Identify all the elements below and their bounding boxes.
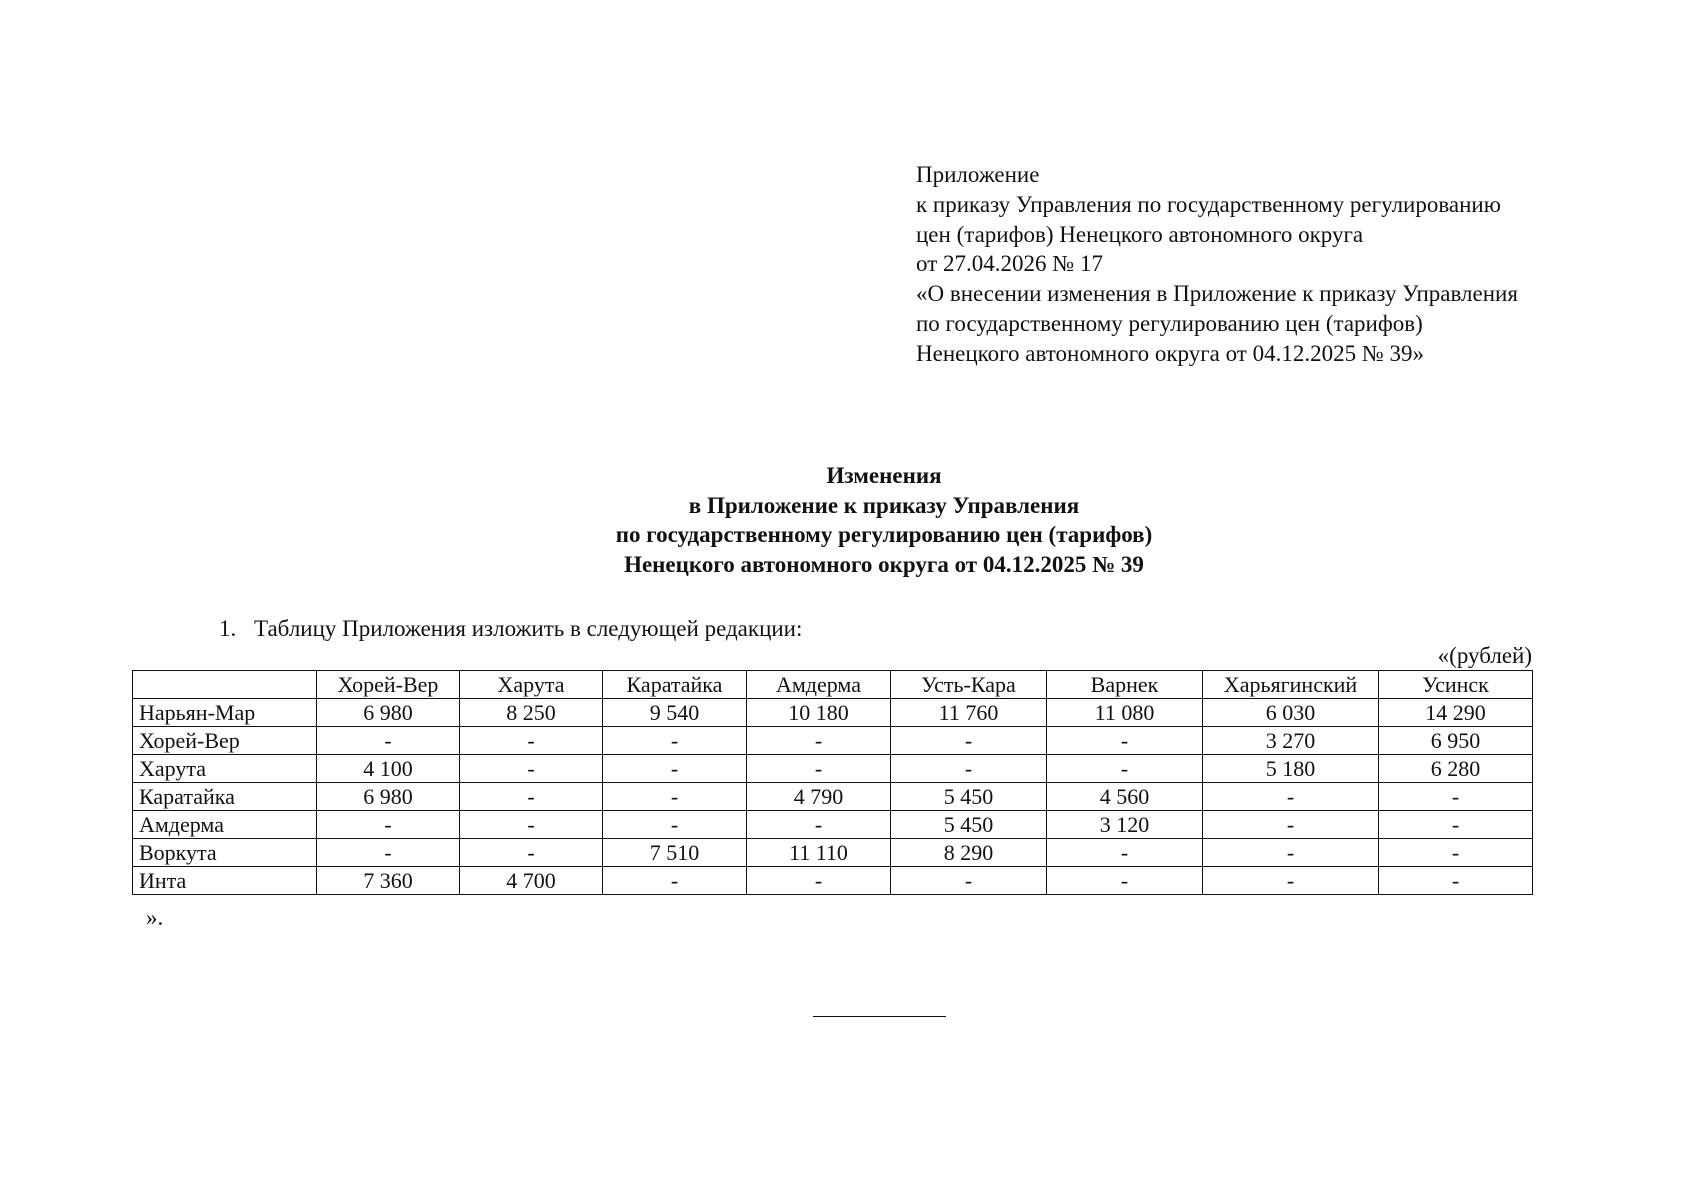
table-cell: 4 560 [1047, 783, 1203, 811]
end-separator-line [813, 1016, 946, 1017]
table-row [133, 727, 1533, 755]
table-cell: 3 120 [1047, 811, 1203, 839]
table-cell: 5 450 [891, 811, 1047, 839]
annex-line: к приказу Управления по государственному регулированию [916, 191, 1501, 217]
heading-line: в Приложение к приказу Управления [688, 492, 1080, 518]
table-cell: 5 180 [1203, 755, 1379, 783]
document-heading [0, 461, 1698, 579]
table-cell: - [1379, 811, 1533, 839]
table-row [133, 699, 1533, 727]
table-cell: 6 950 [1379, 727, 1533, 755]
column-header: Варнек [1047, 671, 1203, 699]
column-header: Харьягинский [1203, 671, 1379, 699]
unit-label: «(рублей) [1437, 643, 1532, 668]
table-cell: - [317, 811, 460, 839]
column-header: Хорей-Вер [317, 671, 460, 699]
table-cell: - [1203, 811, 1379, 839]
table-cell: - [603, 783, 747, 811]
table-cell: - [317, 727, 460, 755]
table-cell: - [1047, 867, 1203, 895]
table-cell: - [1047, 839, 1203, 867]
table-cell: - [603, 755, 747, 783]
column-header: Усть-Кара [891, 671, 1047, 699]
table-cell: - [891, 867, 1047, 895]
annex-line: «О внесении изменения в Приложение к приказу Управления [916, 281, 1518, 307]
table-cell: - [891, 755, 1047, 783]
row-header: Нарьян-Мар [133, 699, 317, 727]
table-cell: - [1203, 839, 1379, 867]
table-cell: 11 760 [891, 699, 1047, 727]
table-header-row [133, 671, 1533, 699]
table-cell: - [747, 811, 891, 839]
column-header: Каратайка [603, 671, 747, 699]
column-header: Харута [460, 671, 603, 699]
table-cell: 10 180 [747, 699, 891, 727]
table-cell: 4 790 [747, 783, 891, 811]
table-cell: 8 290 [891, 839, 1047, 867]
table-row [133, 867, 1533, 895]
annex-block [916, 160, 1676, 369]
table-cell: 4 700 [460, 867, 603, 895]
table-cell: 7 360 [317, 867, 460, 895]
table-cell: 9 540 [603, 699, 747, 727]
table-cell: 5 450 [891, 783, 1047, 811]
row-header: Амдерма [133, 811, 317, 839]
tariff-table [132, 670, 1533, 895]
column-header: Амдерма [747, 671, 891, 699]
row-header: Каратайка [133, 783, 317, 811]
table-cell: - [603, 727, 747, 755]
table-cell: 3 270 [1203, 727, 1379, 755]
table-cell: 8 250 [460, 699, 603, 727]
table-row [133, 839, 1533, 867]
table-cell: - [460, 727, 603, 755]
heading-line: по государственному регулированию цен (тарифов) [615, 522, 1153, 547]
annex-title: Приложение [916, 162, 1040, 187]
table-cell: 11 080 [1047, 699, 1203, 727]
table-cell: - [747, 755, 891, 783]
table-cell: - [460, 783, 603, 811]
row-header: Воркута [133, 839, 317, 867]
table-cell: - [460, 755, 603, 783]
table-cell: 6 980 [317, 699, 460, 727]
row-header: Харута [133, 755, 317, 783]
item-text: Таблицу Приложения изложить в следующей редакции: [254, 616, 803, 641]
table-cell: 6 030 [1203, 699, 1379, 727]
table-cell: 4 100 [317, 755, 460, 783]
table-cell: - [603, 867, 747, 895]
table-row [133, 755, 1533, 783]
table-cell: - [747, 727, 891, 755]
table-cell: - [1203, 783, 1379, 811]
annex-line: цен (тарифов) Ненецкого автономного округа [916, 221, 1364, 247]
table-cell: - [1203, 867, 1379, 895]
table-cell: 6 980 [317, 783, 460, 811]
row-header: Хорей-Вер [133, 727, 317, 755]
table-row [133, 811, 1533, 839]
table-cell: - [460, 811, 603, 839]
table-cell: - [1379, 839, 1533, 867]
table-cell: - [460, 839, 603, 867]
table-cell: - [891, 727, 1047, 755]
table-cell: - [1047, 727, 1203, 755]
heading-title: Изменения [826, 463, 942, 488]
table-cell: - [1047, 755, 1203, 783]
table-row [133, 783, 1533, 811]
table-cell: 6 280 [1379, 755, 1533, 783]
table-cell: - [1379, 783, 1533, 811]
table-cell: 7 510 [603, 839, 747, 867]
table-cell: 14 290 [1379, 699, 1533, 727]
item-number: 1. [219, 616, 237, 641]
column-header: Усинск [1379, 671, 1533, 699]
table-cell: - [317, 839, 460, 867]
annex-line: по государственному регулированию цен (тарифов) [916, 310, 1423, 336]
annex-order-date: от 27.04.2026 № 17 [916, 251, 1103, 277]
list-item [219, 614, 802, 643]
table-cell: - [747, 867, 891, 895]
table-cell: - [1379, 867, 1533, 895]
table-cell: - [603, 811, 747, 839]
table-corner-cell [133, 671, 317, 699]
table-cell: 11 110 [747, 839, 891, 867]
closing-quote: ». [146, 905, 164, 930]
row-header: Инта [133, 867, 317, 895]
heading-line: Ненецкого автономного округа от 04.12.2025 № 39 [624, 551, 1144, 577]
annex-line: Ненецкого автономного округа от 04.12.2025 № 39» [916, 340, 1425, 366]
